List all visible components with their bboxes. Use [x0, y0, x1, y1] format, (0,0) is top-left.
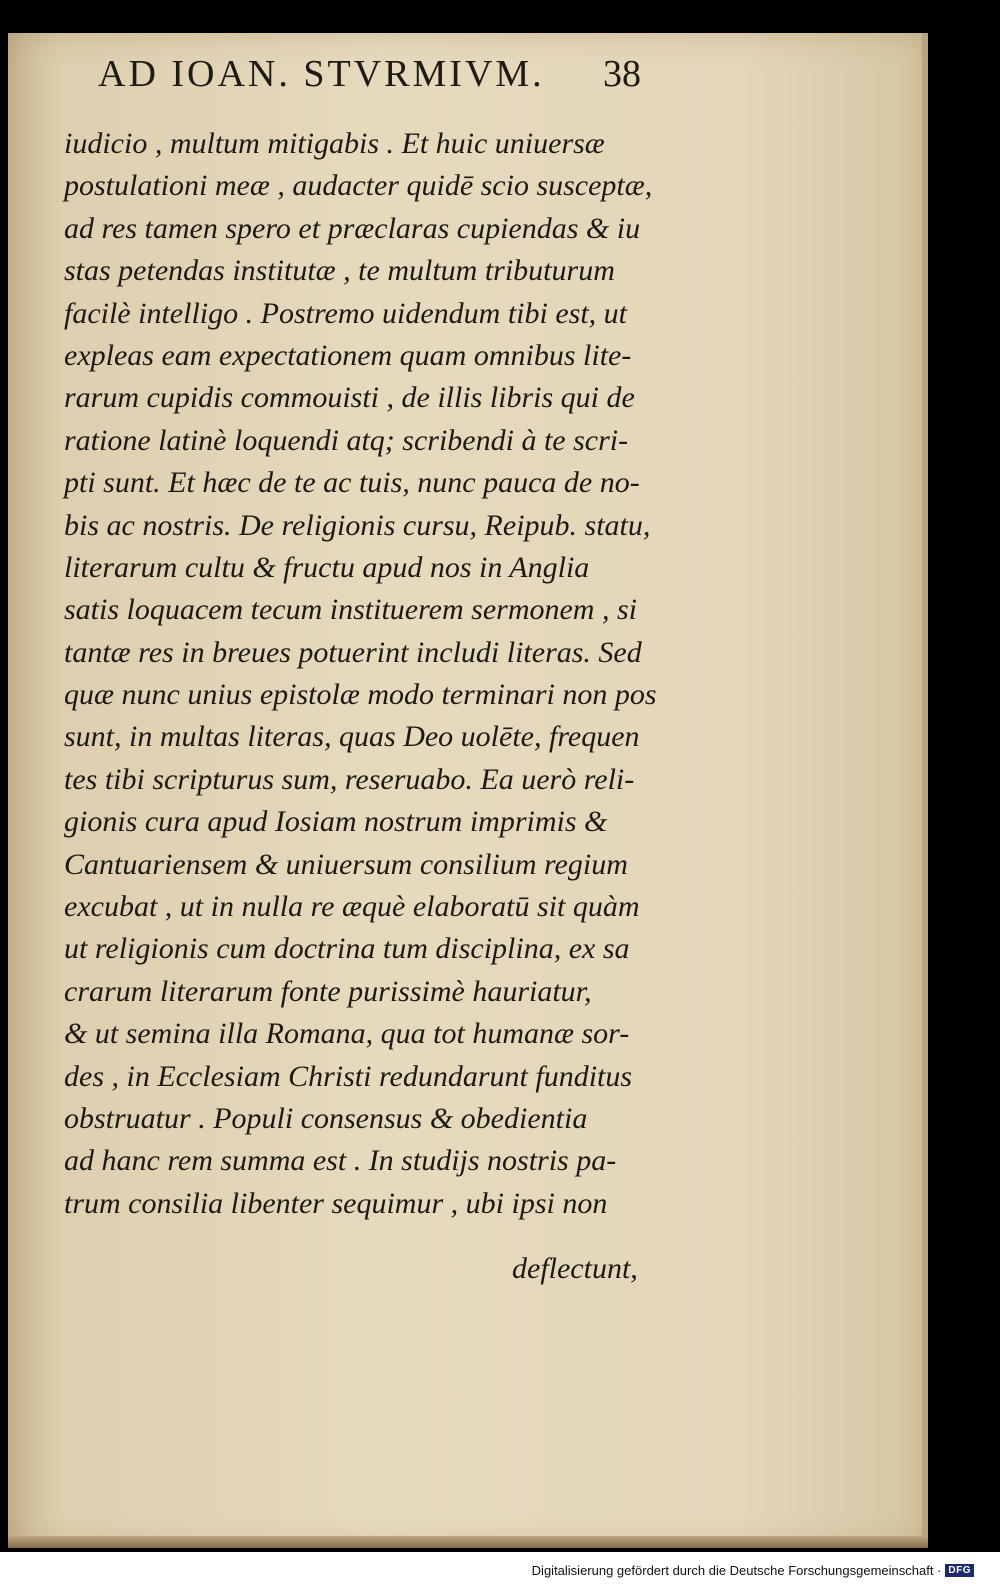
text-line: obstruatur . Populi consensus & obedientia — [64, 1101, 588, 1135]
text-line: expleas eam expectationem quam omnibus lite- — [64, 338, 632, 372]
text-line: bis ac nostris. De religionis cursu, Reipub. statu, — [64, 508, 651, 542]
text-line: rarum cupidis commouisti , de illis libris qui de — [64, 381, 635, 415]
text-line: ad hanc rem summa est . In studijs nostris pa- — [64, 1144, 617, 1178]
text-line: ad res tamen spero et præclaras cupiendas & iu — [64, 211, 641, 245]
page-bottom-edge — [8, 1536, 928, 1548]
catchword: deflectunt, — [512, 1252, 638, 1285]
text-line: Cantuariensem & uniuersum consilium regium — [64, 847, 628, 881]
text-line: ut religionis cum doctrina tum disciplina, ex sa — [64, 932, 630, 966]
folio-number: 38 — [603, 53, 641, 95]
dfg-logo: DFG — [945, 1564, 974, 1577]
text-line: facilè intelligo . Postremo uidendum tibi est, ut — [64, 296, 627, 330]
footer-credit — [532, 1559, 974, 1581]
footer-credit-text: Digitalisierung gefördert durch die Deutsche Forschungsgemeinschaft · — [531, 1562, 942, 1578]
text-line: des , in Ecclesiam Christi redundarunt funditus — [64, 1059, 633, 1093]
body-text — [64, 123, 704, 1225]
running-head — [98, 52, 658, 112]
running-head-title: AD IOAN. STVRMIVM. — [98, 53, 545, 95]
text-line: stas petendas institutæ , te multum tributurum — [64, 254, 615, 288]
text-line: iudicio , multum mitigabis . Et huic uniuersæ — [64, 127, 605, 160]
text-line: gionis cura apud Iosiam nostrum imprimis & — [64, 805, 608, 839]
text-line: & ut semina illa Romana, qua tot humanæ sor- — [64, 1017, 630, 1051]
page-edge — [922, 33, 928, 1548]
text-line: crarum literarum fonte purissimè hauriatur, — [64, 974, 592, 1008]
text-line: trum consilia libenter sequimur , ubi ipsi non — [64, 1186, 608, 1220]
text-line: postulationi meæ , audacter quidē scio susceptæ, — [64, 169, 653, 203]
text-line: sunt, in multas literas, quas Deo uolēte, frequen — [64, 720, 640, 754]
text-line: tes tibi scripturus sum, reseruabo. Ea uerò reli- — [64, 762, 635, 796]
text-line: satis loquacem tecum instituerem sermonem , si — [64, 593, 637, 627]
text-line: ratione latinè loquendi atq; scribendi à te scri- — [64, 423, 629, 457]
text-line: quæ nunc unius epistolæ modo terminari non pos — [64, 678, 657, 712]
text-line: tantæ res in breues potuerint includi literas. Sed — [64, 635, 642, 669]
text-line: pti sunt. Et hæc de te ac tuis, nunc pauca de no- — [64, 466, 640, 500]
text-line: literarum cultu & fructu apud nos in Anglia — [64, 550, 590, 584]
text-line: excubat , ut in nulla re æquè elaboratū sit quàm — [64, 890, 640, 924]
